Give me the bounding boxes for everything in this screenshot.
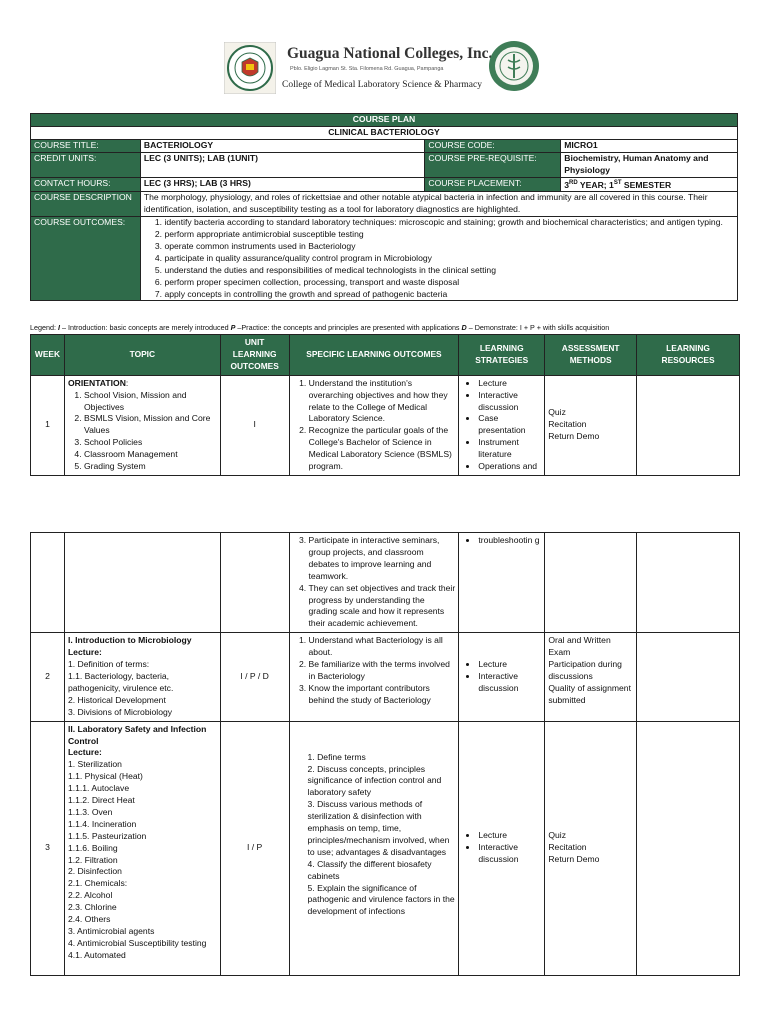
prerequisite-value: Biochemistry, Human Anatomy and Physiology — [561, 152, 738, 177]
resources-cell — [637, 633, 740, 721]
col-week: WEEK — [31, 335, 65, 376]
placement-label: COURSE PLACEMENT: — [425, 177, 561, 192]
strategies-cell: • Lecture • Interactive discussion • Case presentation • Instrument literature • Operations and — [459, 375, 545, 475]
contact-hours-value: LEC (3 HRS); LAB (3 HRS) — [140, 177, 425, 192]
col-strategies: LEARNING STRATEGIES — [459, 335, 545, 376]
specific-outcomes-cell: 1. Understand what Bacteriology is all about. 2. Be familiarize with the terms involved in Bacteriology 3. Know the important contributors behind the study of Bacteriology — [289, 633, 459, 721]
document-header — [0, 0, 768, 110]
outcomes-list — [140, 217, 737, 301]
topic-cell: ORIENTATION: 1. School Vision, Mission and Objectives 2. BSMLS Vision, Mission and Core Values 3. School Policies 4. Classroom Management 5. Grading System — [64, 375, 220, 475]
outcome-item: 4. participate in quality assurance/quality control program in Microbiology — [154, 252, 432, 263]
strategies-cell: • Lecture • Interactive discussion — [459, 633, 545, 721]
course-schedule-table-continued — [30, 532, 740, 976]
col-assessment: ASSESSMENT METHODS — [545, 335, 637, 376]
legend: Legend: I – Introduction: basic concepts are merely introduced P –Practice: the concepts and principles are presented with applications D – Demonstrate: I + P + with skills acquisition — [30, 323, 610, 332]
strategies-cell: • troubleshootin g — [459, 533, 545, 633]
table-row — [31, 375, 740, 475]
col-topic: TOPIC — [64, 335, 220, 376]
resources-cell — [637, 375, 740, 475]
course-code-label: COURSE CODE: — [425, 139, 561, 152]
course-title-label: COURSE TITLE: — [31, 139, 141, 152]
prerequisite-label: COURSE PRE-REQUISITE: — [425, 152, 561, 177]
outcome-item: 3. operate common instruments used in Bacteriology — [154, 240, 356, 251]
week-number: 1 — [31, 375, 65, 475]
college-name: College of Medical Laboratory Science & Pharmacy — [282, 80, 482, 90]
plan-subtitle: CLINICAL BACTERIOLOGY — [31, 126, 738, 139]
course-title-value: BACTERIOLOGY — [140, 139, 425, 152]
course-plan-table — [30, 113, 738, 301]
guagua-seal-logo — [224, 42, 276, 94]
table-row — [31, 721, 740, 975]
course-code-value: MICRO1 — [561, 139, 738, 152]
col-specific-outcomes: SPECIFIC LEARNING OUTCOMES — [289, 335, 459, 376]
assessment-cell: Quiz Recitation Return Demo — [545, 375, 637, 475]
placement-value: 3RD YEAR; 1ST SEMESTER — [561, 177, 738, 192]
assessment-cell: Quiz Recitation Return Demo — [545, 721, 637, 975]
topic-cell: II. Laboratory Safety and Infection Control Lecture: 1. Sterilization 1.1. Physical (Heat) 1.1.1. Autoclave 1.1.2. Direct Heat 1.1.3. Oven 1.1.4. Incineration 1.1.5. Pasteurization 1.1.6. Boiling 1.2. Filtration 2. Disinfection 2.1. Chemicals: 2.2. Alcohol 2.3. Chlorine 2.4. Others 3. Antimicrobial agents 4. Antimicrobial Susceptibility testing 4.1. Automated — [64, 721, 220, 975]
assessment-cell: Oral and Written Exam Participation during discussions Quality of assignment submitted — [545, 633, 637, 721]
specific-outcomes-cell: 1. Define terms 2. Discuss concepts, principles significance of infection control and laboratory safety 3. Discuss various methods of sterilization & disinfection with emphasis on temp, time, principles/mechanism involved, when to use; advantages & disadvantages 4. Classify the different biosafety cabinets 5. Explain the significance of pathogenic and virulence factors in the development of infections — [289, 721, 459, 975]
description-label: COURSE DESCRIPTION — [31, 192, 141, 217]
outcome-item: 2. perform appropriate antimicrobial susceptible testing — [154, 229, 364, 240]
strategies-cell: • Lecture • Interactive discussion — [459, 721, 545, 975]
topic-cell: I. Introduction to Microbiology Lecture: 1. Definition of terms: 1.1. Bacteriology, bacteria, pathogenicity, virulence etc. 2. Historical Development 3. Divisions of Microbiology — [64, 633, 220, 721]
plan-title: COURSE PLAN — [31, 114, 738, 127]
specific-outcomes-cell: 1. Understand the institution's overarching objectives and how they relate to the College of Medical Laboratory Science. 2. Recognize the particular goals of the College's Bachelor of Science in Medical Laboratory Science (BSMLS) program. — [289, 375, 459, 475]
outcome-item: 1. identify bacteria according to standard laboratory techniques: microscopic and staining; growth and biochemical characteristics; and antigen typing. — [154, 217, 723, 228]
institution-name: Guagua National Colleges, Inc. — [287, 45, 493, 62]
resources-cell — [637, 721, 740, 975]
table-row — [31, 633, 740, 721]
outcome-item: 7. apply concepts in controlling the growth and spread of pathogenic bacteria — [154, 288, 448, 299]
college-seal-logo — [488, 40, 540, 92]
description-value: The morphology, physiology, and roles of rickettsiae and other notable atypical bacteria in infection and immunity are all covered in this course. Their identification, isolation, and susceptibility testing as a tool for laboratory diagnostics are highlighted. — [140, 192, 737, 217]
institution-address: Pblo. Eligio Lagman St. Sta. Filomena Rd. Guagua, Pampanga — [290, 66, 444, 72]
credit-units-label: CREDIT UNITS: — [31, 152, 141, 177]
outcome-item: 5. understand the duties and responsibilities of medical technologists in the clinical setting — [154, 264, 496, 275]
credit-units-value: LEC (3 UNITS); LAB (1UNIT) — [140, 152, 425, 177]
week-number: 2 — [31, 633, 65, 721]
unit-outcome-cell: I — [220, 375, 289, 475]
week-number: 3 — [31, 721, 65, 975]
outcome-item: 6. perform proper specimen collection, processing, transport and waste disposal — [154, 276, 460, 287]
specific-outcomes-cell: 3. Participate in interactive seminars, group projects, and classroom debates to improve learning and teamwork. 4. They can set objectives and track their progress by understanding the grading scale and how it represents their academic achievement. — [289, 533, 459, 633]
course-schedule-table — [30, 334, 740, 476]
col-unit-outcomes: UNIT LEARNING OUTCOMES — [220, 335, 289, 376]
unit-outcome-cell: I / P / D — [220, 633, 289, 721]
table-row — [31, 533, 740, 633]
outcomes-label: COURSE OUTCOMES: — [31, 217, 141, 301]
unit-outcome-cell: I / P — [220, 721, 289, 975]
col-resources: LEARNING RESOURCES — [637, 335, 740, 376]
contact-hours-label: CONTACT HOURS: — [31, 177, 141, 192]
